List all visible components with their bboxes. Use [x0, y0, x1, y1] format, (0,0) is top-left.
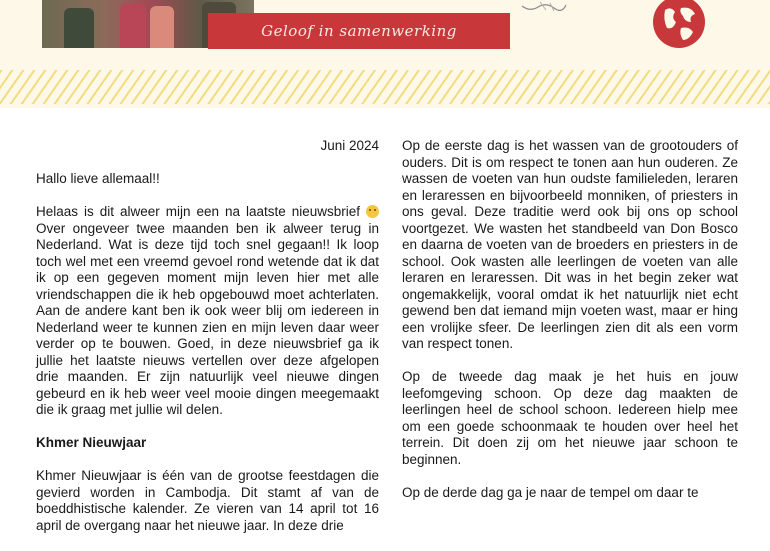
right-column — [402, 138, 738, 518]
greeting: Hallo lieve allemaal!! — [36, 171, 160, 186]
header-banner — [208, 13, 510, 49]
right-paragraph-1: Op de eerste dag is het wassen van de grootouders of ouders. Dit is om respect te tonen aan hun ouderen. Ze wassen de voeten van hun oudste familieleden, leraren en leraressen en bijvoorbeeld monniken, of priesters in ons geval. Deze traditie werd ook bij ons op school voortgezet. We wasten het standbeeld van Don Bosco en daarna de voeten van de broeders en priesters in de school. Ook wasten alle leerlingen de voeten van alle leraren en leraressen. Dit was in het begin zeker wat ongemakkelijk, vooral omdat ik het natuurlijk niet echt gewend ben dat iemand mijn voeten wast, maar er hing een vrolijke sfeer. De leerlingen zien dit als een vorm van respect tonen. — [402, 138, 738, 351]
sketch-icon — [520, 0, 568, 14]
section-heading: Khmer Nieuwjaar — [36, 435, 147, 450]
banner-text: Geloof in samenwerking — [261, 22, 457, 40]
globe-icon — [651, 0, 707, 50]
intro-rest-text: Over ongeveer twee maanden ben ik alweer terug in Nederland. Wat is deze tijd toch snel gegaan!! Ik loop toch wel met een vreemd gevoel rond wetende dat ik dat ik op een gegeven moment mijn leven hier met alle vriendschappen die ik heb opgebouwd moet achterlaten. Aan de andere kant ben ik ook weer blij om iedereen in Nederland weer te kunnen zien en mijn leven daar weer verder op te bouwen. Goed, in deze nieuwsbrief ga ik jullie het laatste nieuws vertellen over deze afgelopen drie maanden. Er zijn natuurlijk veel nieuwe dingen gebeurd en ik heb weer veel mooie dingen meegemaakt die ik graag met jullie wil delen. — [36, 220, 379, 417]
right-paragraph-2: Op de tweede dag maak je het huis en jouw leefomgeving schoon. Op deze dag maakten de leerlingen heel de school schoon. Iedereen hielp mee om een goede schoonmaak te houden over heel het terrein. Dit doen zij om het nieuwe jaar schoon te beginnen. — [402, 369, 738, 467]
newsletter-header — [0, 0, 770, 108]
decorative-stripes — [0, 70, 770, 104]
intro-paragraph — [36, 204, 379, 419]
section-paragraph: Khmer Nieuwjaar is één van de grootse feestdagen die gevierd worden in Cambodja. Dit stamt af van de boeddhistische kalender. Ze vieren van 14 april tot 16 april de overgang naar het nieuwe jaar. In deze drie — [36, 468, 379, 533]
smiley-emoji-icon — [366, 205, 379, 218]
right-paragraph-3: Op de derde dag ga je naar de tempel om daar te — [402, 484, 699, 500]
left-column — [36, 138, 379, 551]
letter-date: Juni 2024 — [320, 138, 379, 153]
intro-text: Helaas is dit alweer mijn een na laatste nieuwsbrief — [36, 204, 361, 219]
